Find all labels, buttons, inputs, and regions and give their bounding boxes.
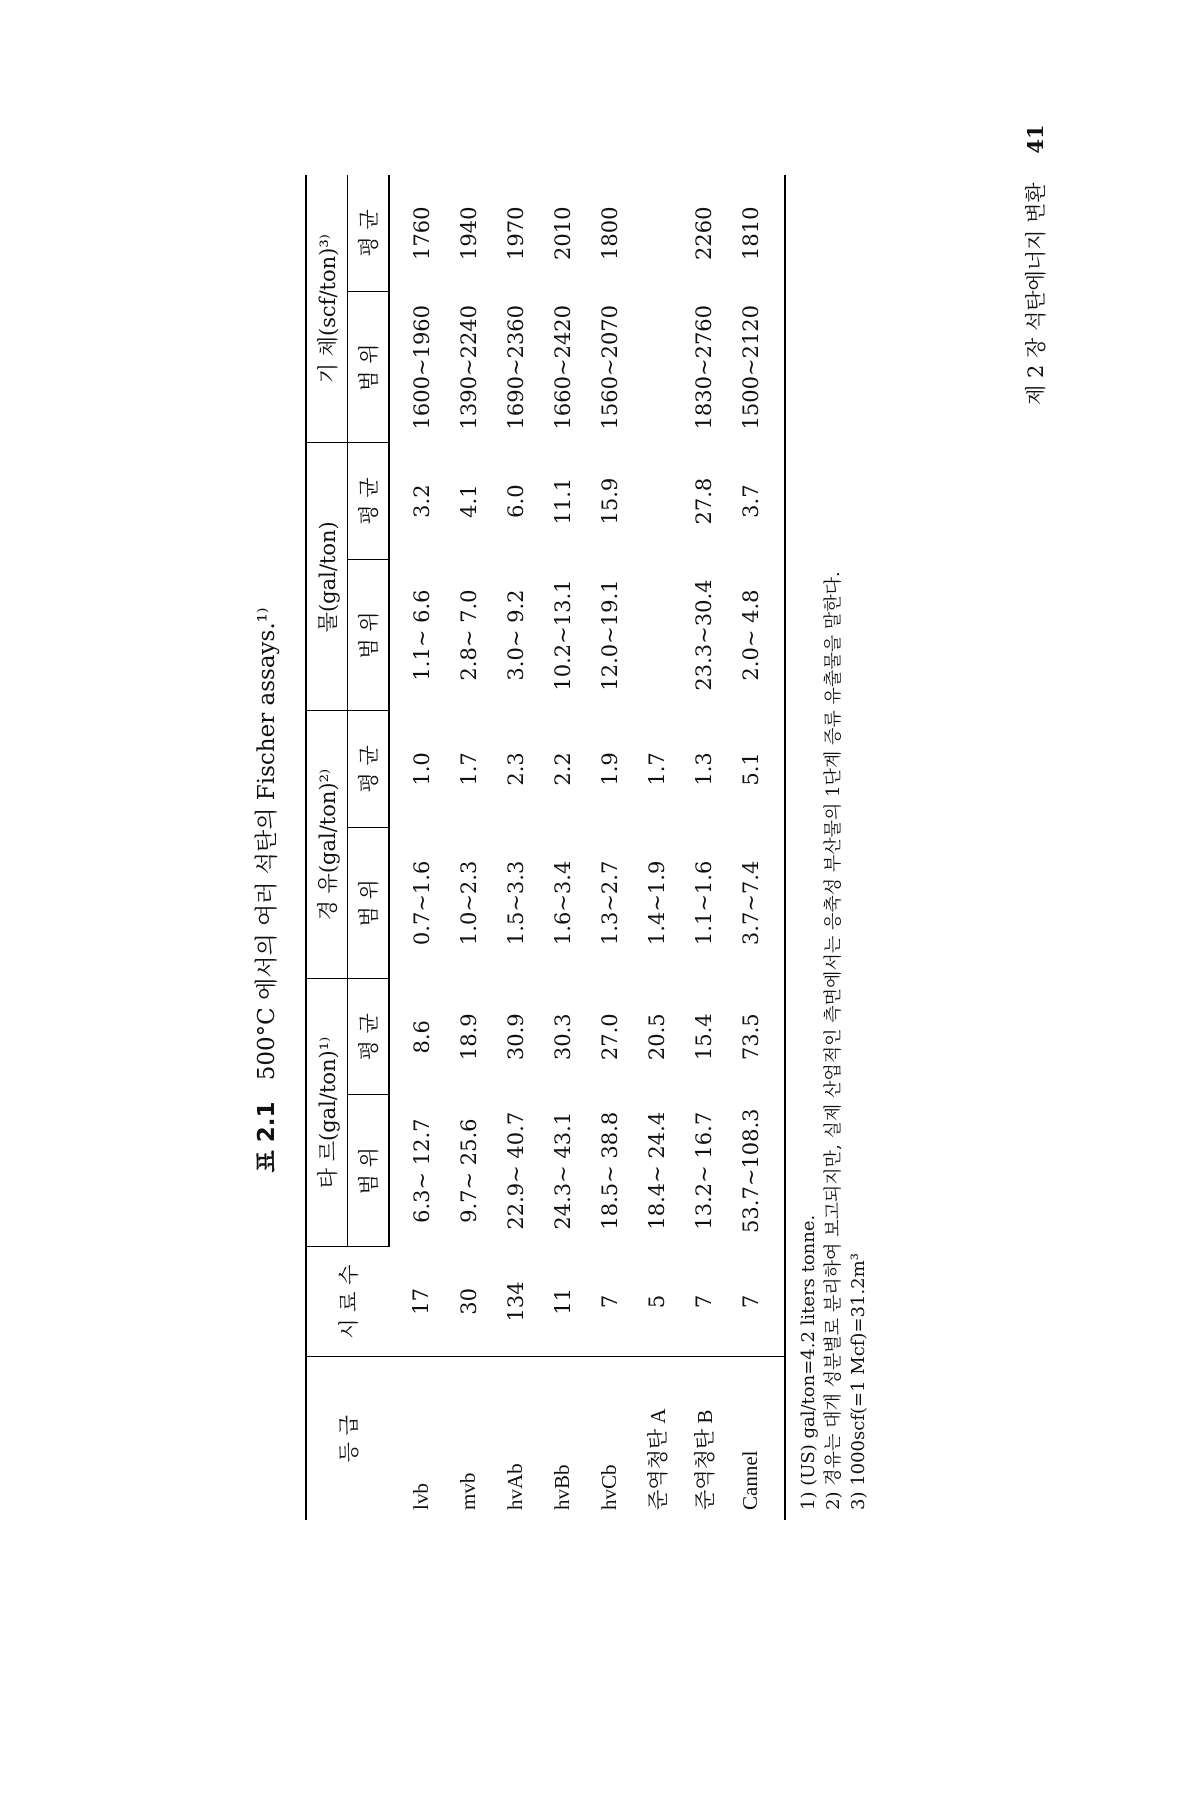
cell-gas-average [633, 175, 680, 292]
cell-water-range: 10.2~13.1 [550, 579, 575, 691]
cell-gas-range: 1560~2070 [597, 304, 622, 430]
cell-tar-average: 30.3 [550, 1013, 575, 1061]
cell-samples: 30 [445, 1246, 492, 1357]
table-row [492, 175, 539, 1520]
cell-oil-range: 1.6~3.4 [550, 860, 575, 946]
cell-tar-range: 18.4~ 24.4 [644, 1111, 669, 1230]
cell-tar-average: 20.5 [644, 1013, 669, 1061]
cell-grade: 준역청탄 B [692, 1409, 717, 1510]
cell-water-range: 2.8~ 7.0 [456, 589, 481, 681]
cell-water-range: 12.0~19.1 [597, 579, 622, 691]
cell-oil-average: 2.3 [503, 752, 528, 786]
cell-samples: 7 [680, 1246, 727, 1357]
cell-water-range: 23.3~30.4 [691, 579, 716, 691]
cell-samples: 5 [633, 1246, 680, 1357]
cell-water-range [633, 559, 680, 710]
fischer-assay-table [305, 175, 786, 1520]
cell-gas-average: 2260 [691, 206, 716, 260]
cell-oil-range: 1.3~2.7 [597, 860, 622, 946]
table-caption: 500°C 에서의 여러 석탄의 Fischer assays.¹⁾ [254, 607, 280, 1081]
footnote-3: 3) 1000scf(=1 Mcf)=31.2m³ [848, 1253, 869, 1510]
header-oil-average: 평 균 [348, 711, 390, 827]
header-gas-range: 범 위 [348, 292, 390, 443]
cell-tar-range: 24.3~ 43.1 [550, 1111, 575, 1230]
cell-tar-average: 30.9 [503, 1013, 528, 1061]
cell-tar-average: 8.6 [409, 1020, 434, 1054]
cell-samples: 11 [539, 1246, 586, 1357]
cell-grade: 준역청탄 A [645, 1408, 670, 1510]
table-row [445, 175, 492, 1520]
cell-water-average [633, 443, 680, 559]
cell-grade: Cannel [727, 1357, 785, 1520]
cell-grade: hvAb [503, 1463, 527, 1510]
header-tar-range: 범 위 [348, 1095, 390, 1246]
header-gas: 기 체(scf/ton)³⁾ [306, 175, 348, 443]
table-row [633, 175, 680, 1520]
cell-oil-average: 1.9 [597, 752, 622, 786]
cell-gas-range: 1690~2360 [503, 304, 528, 430]
cell-gas-range: 1500~2120 [727, 292, 785, 443]
table-title [248, 360, 281, 1420]
table-number: 표 2.1 [254, 1101, 280, 1173]
header-oil-range: 범 위 [348, 827, 390, 978]
cell-tar-range: 6.3~ 12.7 [409, 1118, 434, 1223]
header-water-average: 평 균 [348, 443, 390, 559]
cell-oil-range: 1.0~2.3 [456, 860, 481, 946]
header-samples: 시 료 수 [306, 1246, 389, 1357]
cell-tar-average: 27.0 [597, 1013, 622, 1061]
cell-samples: 7 [586, 1246, 633, 1357]
page-footer [1020, 124, 1050, 405]
footnote-1: 1) (US) gal/ton=4.2 liters tonne. [798, 1214, 819, 1510]
cell-samples: 134 [492, 1246, 539, 1357]
cell-gas-range [633, 292, 680, 443]
cell-oil-range: 1.1~1.6 [691, 860, 716, 946]
cell-water-range: 3.0~ 9.2 [503, 589, 528, 681]
cell-water-average: 11.1 [550, 477, 575, 525]
cell-tar-average: 73.5 [727, 979, 785, 1095]
page-number: 41 [1023, 124, 1048, 154]
table-row [586, 175, 633, 1520]
cell-gas-average: 2010 [550, 206, 575, 260]
header-grade: 등 급 [306, 1357, 389, 1520]
cell-grade: hvBb [550, 1464, 574, 1510]
cell-tar-range: 22.9~ 40.7 [503, 1111, 528, 1230]
cell-tar-range: 9.7~ 25.6 [456, 1118, 481, 1223]
header-tar: 타 르(gal/ton)¹⁾ [306, 979, 348, 1247]
table-row [539, 175, 586, 1520]
cell-tar-range: 18.5~ 38.8 [597, 1111, 622, 1230]
cell-oil-average: 1.7 [644, 752, 669, 786]
cell-gas-range: 1830~2760 [691, 304, 716, 430]
cell-oil-range: 1.4~1.9 [644, 860, 669, 946]
cell-water-average: 6.0 [503, 484, 528, 518]
cell-oil-average: 1.0 [409, 752, 434, 786]
header-light-oil: 경 유(gal/ton)²⁾ [306, 711, 348, 979]
cell-tar-average: 18.9 [456, 1013, 481, 1061]
cell-water-range: 1.1~ 6.6 [409, 589, 434, 681]
header-row-top [306, 175, 348, 1520]
cell-oil-range: 0.7~1.6 [409, 860, 434, 946]
table-row [680, 175, 727, 1520]
cell-water-average: 4.1 [456, 484, 481, 518]
header-water-range: 범 위 [348, 559, 390, 710]
cell-water-range: 2.0~ 4.8 [727, 559, 785, 710]
cell-grade: mvb [456, 1472, 480, 1510]
cell-gas-average: 1940 [456, 206, 481, 260]
table-row [389, 175, 445, 1520]
cell-grade: lvb [408, 1483, 433, 1510]
cell-grade: hvCb [597, 1464, 621, 1510]
cell-gas-range: 1390~2240 [456, 304, 481, 430]
cell-gas-average: 1800 [597, 206, 622, 260]
table-row [727, 175, 785, 1520]
table-footnotes [796, 571, 871, 1510]
cell-water-average: 27.8 [691, 477, 716, 525]
footnote-2: 2) 경유는 대개 성분별로 분리하여 보고되지만, 실제 산업적인 측면에서는 응축성 부산물의 1단계 증류 유출물을 말한다. [823, 571, 844, 1510]
cell-oil-range: 3.7~7.4 [727, 827, 785, 978]
cell-water-average: 3.2 [409, 484, 434, 518]
header-water: 물(gal/ton) [306, 443, 348, 711]
cell-gas-average: 1760 [409, 206, 434, 260]
cell-water-average: 3.7 [727, 443, 785, 559]
cell-gas-range: 1600~1960 [409, 304, 434, 430]
cell-samples: 17 [389, 1246, 445, 1357]
header-gas-average: 평 균 [348, 175, 390, 292]
cell-tar-average: 15.4 [691, 1013, 716, 1061]
cell-oil-average: 1.7 [456, 752, 481, 786]
header-tar-average: 평 균 [348, 979, 390, 1095]
cell-oil-average: 2.2 [550, 752, 575, 786]
cell-oil-average: 1.3 [691, 752, 716, 786]
cell-gas-average: 1810 [727, 175, 785, 292]
cell-gas-range: 1660~2420 [550, 304, 575, 430]
cell-tar-range: 53.7~108.3 [727, 1095, 785, 1246]
cell-tar-range: 13.2~ 16.7 [691, 1111, 716, 1230]
cell-water-average: 15.9 [597, 477, 622, 525]
cell-gas-average: 1970 [503, 206, 528, 260]
cell-oil-range: 1.5~3.3 [503, 860, 528, 946]
cell-samples: 7 [727, 1246, 785, 1357]
chapter-title: 제 2 장 석탄에너지 변환 [1024, 182, 1048, 405]
cell-oil-average: 5.1 [727, 711, 785, 827]
